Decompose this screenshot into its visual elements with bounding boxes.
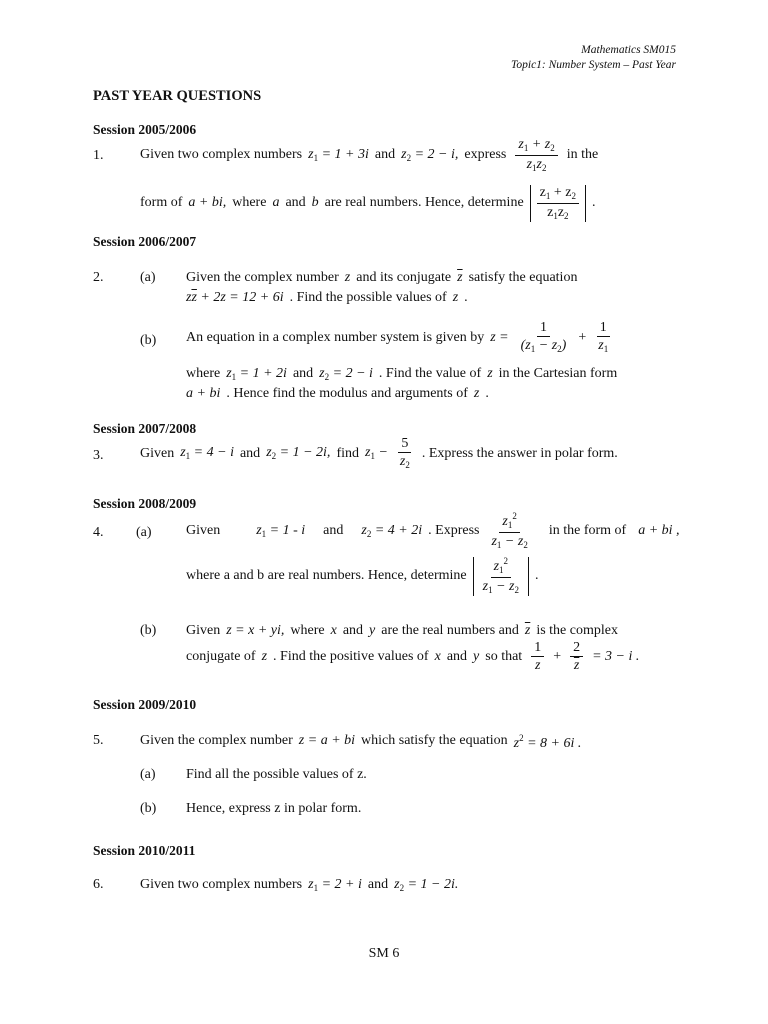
question-2b-line-2	[186, 366, 617, 382]
q1-text: in the	[566, 147, 599, 163]
math-var: x	[434, 648, 441, 664]
math-conjugate: $\overline{z}$	[524, 623, 531, 638]
q4-text: in the form of	[548, 523, 627, 539]
math-fraction: $\frac{5}{z_2}$	[399, 436, 410, 471]
math-z2: $z_2 = 2 - i$,	[401, 147, 459, 164]
q2-text: and its conjugate	[356, 270, 452, 285]
math-modulus: $\frac{z_1 + z_2}{z_1z_2}$	[530, 185, 586, 222]
math-plus: +	[578, 329, 587, 345]
math-z2: $z_2 = 4 + 2i$	[361, 523, 423, 540]
math-z1: $z_1 = 2 + i$	[308, 877, 362, 893]
question-number: 1.	[93, 148, 104, 163]
q2-text: satisfy the equation	[468, 270, 578, 285]
question-4a-line-1	[186, 512, 680, 551]
math-z1: $z_1 = 1 + 3i$	[308, 147, 369, 164]
q6-text: Given two complex numbers	[140, 877, 303, 892]
math-fraction: $\frac{2}{z}$	[570, 640, 583, 674]
math-fraction: $\frac{1}{z}$	[531, 640, 544, 674]
math-var: y	[369, 623, 376, 638]
question-4b-line-2	[186, 640, 639, 674]
math-var: x	[330, 623, 337, 638]
header-course: Mathematics SM015	[581, 44, 676, 56]
question-2b-line-1	[186, 320, 614, 355]
q4-text: Given	[186, 523, 221, 539]
q4-text: . Express	[428, 523, 480, 539]
q3-text: find	[336, 445, 359, 461]
math-z1: $z_1 = 1 + 2i$	[226, 366, 287, 382]
q1-text: are real numbers. Hence, determine	[324, 195, 524, 211]
q2-text: . Find the possible values of	[289, 290, 447, 305]
q2-text: .	[485, 386, 489, 401]
q1-text: and	[374, 147, 396, 163]
q4-text: are the real numbers and	[381, 623, 519, 638]
math-z2: $z_2 = 1 - 2i$.	[394, 877, 459, 893]
math-z2: $z_2 = 1 - 2i$,	[266, 445, 331, 462]
q1-text: and	[285, 195, 306, 211]
math-period: .	[535, 568, 539, 584]
question-5a: Find all the possible values of z.	[186, 767, 367, 782]
math-fraction: $\frac{1}{(z_1 - z_2)}$	[520, 320, 567, 355]
math-fraction: $\frac{z_1^2}{z_1 - z_2}$	[491, 511, 528, 550]
q4-text: where a and b are real numbers. Hence, determine	[186, 568, 467, 584]
q2-text: Given the complex number	[186, 270, 339, 285]
q2-text: and	[292, 366, 314, 381]
q2-text: where	[186, 366, 221, 381]
math-var: z	[344, 270, 351, 285]
question-1-line-1	[140, 137, 598, 174]
q6-text: and	[367, 877, 389, 892]
math-fraction: $\frac{1}{z_1}$	[598, 320, 609, 355]
q4-text: and	[323, 523, 344, 539]
q2-text: . Hence find the modulus and arguments of	[226, 386, 468, 401]
q1-text: express	[464, 147, 507, 163]
part-label: (a)	[140, 767, 156, 782]
math-z1: $z_1 = 4 - i$	[180, 445, 234, 462]
q3-text: . Express the answer in polar form.	[421, 445, 618, 461]
math-expr: a + bi	[186, 386, 221, 401]
session-heading: Session 2010/2011	[93, 843, 196, 858]
q4-text: and	[342, 623, 364, 638]
q4-text: . Find the positive values of	[273, 648, 429, 664]
q4-text: and	[446, 648, 468, 664]
question-6	[140, 877, 458, 893]
page-title: PAST YEAR QUESTIONS	[93, 88, 262, 104]
q4-text: Given	[186, 623, 221, 638]
session-heading: Session 2006/2007	[93, 234, 197, 249]
q2-text: An equation in a complex number system is given by	[186, 329, 485, 345]
math-var: z	[261, 648, 268, 664]
math-var: z	[473, 386, 480, 401]
math-equation: z = x + yi,	[226, 623, 285, 638]
part-label: (a)	[136, 525, 152, 540]
part-label: (b)	[140, 333, 157, 348]
q2-text: . Find the value of	[378, 366, 482, 381]
question-5b: Hence, express z in polar form.	[186, 801, 362, 816]
math-var: a	[272, 195, 280, 211]
header-topic: Topic1: Number System – Past Year	[511, 59, 676, 71]
math-equation: $z\overline{z} + 2z = 12 + 6i$	[186, 290, 284, 305]
question-4a-line-2	[186, 557, 539, 596]
q4-text: so that	[485, 648, 523, 664]
part-label: (a)	[140, 270, 156, 285]
math-plus: +	[553, 648, 562, 664]
question-1-line-2	[140, 185, 596, 222]
session-heading: Session 2008/2009	[93, 496, 197, 511]
question-number: 4.	[93, 525, 104, 540]
question-4b-line-1	[186, 623, 618, 639]
page-number: SM 6	[368, 946, 400, 961]
q3-text: Given	[140, 445, 175, 461]
q1-text: .	[592, 195, 596, 211]
math-equation: z = a + bi	[298, 733, 356, 748]
session-heading: Session 2009/2010	[93, 697, 197, 712]
q4-text: is the complex	[536, 623, 618, 638]
math-z1: $z_1 = 1 - i$	[256, 523, 306, 540]
math-var: z	[452, 290, 459, 305]
math-expr: $z_1$ −	[365, 445, 388, 462]
math-equation: $z^2 = 8 + 6i$ .	[513, 733, 582, 751]
math-var: y	[473, 648, 480, 664]
q2-text: in the Cartesian form	[498, 366, 618, 381]
math-expr: a + bi ,	[638, 523, 680, 539]
q5-text: which satisfy the equation	[361, 733, 508, 748]
q5-text: Given the complex number	[140, 733, 293, 748]
math-expr: a + bi,	[188, 195, 227, 211]
q4-text: conjugate of	[186, 648, 256, 664]
q4-text: where	[290, 623, 325, 638]
math-var: b	[311, 195, 319, 211]
question-5	[140, 733, 581, 752]
session-heading: Session 2007/2008	[93, 421, 197, 436]
math-var: z	[487, 366, 493, 381]
math-equation: = 3 − i .	[592, 648, 640, 664]
question-number: 2.	[93, 270, 104, 285]
math-modulus: $\frac{z_1^2}{z_1 - z_2}$	[473, 557, 529, 596]
question-number: 3.	[93, 448, 104, 463]
part-label: (b)	[140, 801, 157, 816]
math-z2: $z_2 = 2 - i$	[319, 366, 373, 382]
question-2b-line-3	[186, 386, 489, 402]
question-number: 5.	[93, 733, 104, 748]
math-equation: z =	[490, 329, 509, 345]
q1-text: where	[232, 195, 267, 211]
question-number: 6.	[93, 877, 104, 892]
q3-text: and	[239, 445, 261, 461]
question-2a-line-2	[186, 290, 468, 306]
q1-text: form of	[140, 195, 183, 211]
q2-text: .	[464, 290, 468, 305]
question-3	[140, 436, 618, 471]
question-2a-line-1	[186, 270, 577, 286]
session-heading: Session 2005/2006	[93, 122, 197, 137]
part-label: (b)	[140, 623, 157, 638]
math-conjugate: $\overline{z}$	[457, 270, 463, 285]
math-fraction: $\frac{z_1 + z_2}{z_1z_2}$	[515, 137, 557, 174]
q1-text: Given two complex numbers	[140, 147, 303, 163]
